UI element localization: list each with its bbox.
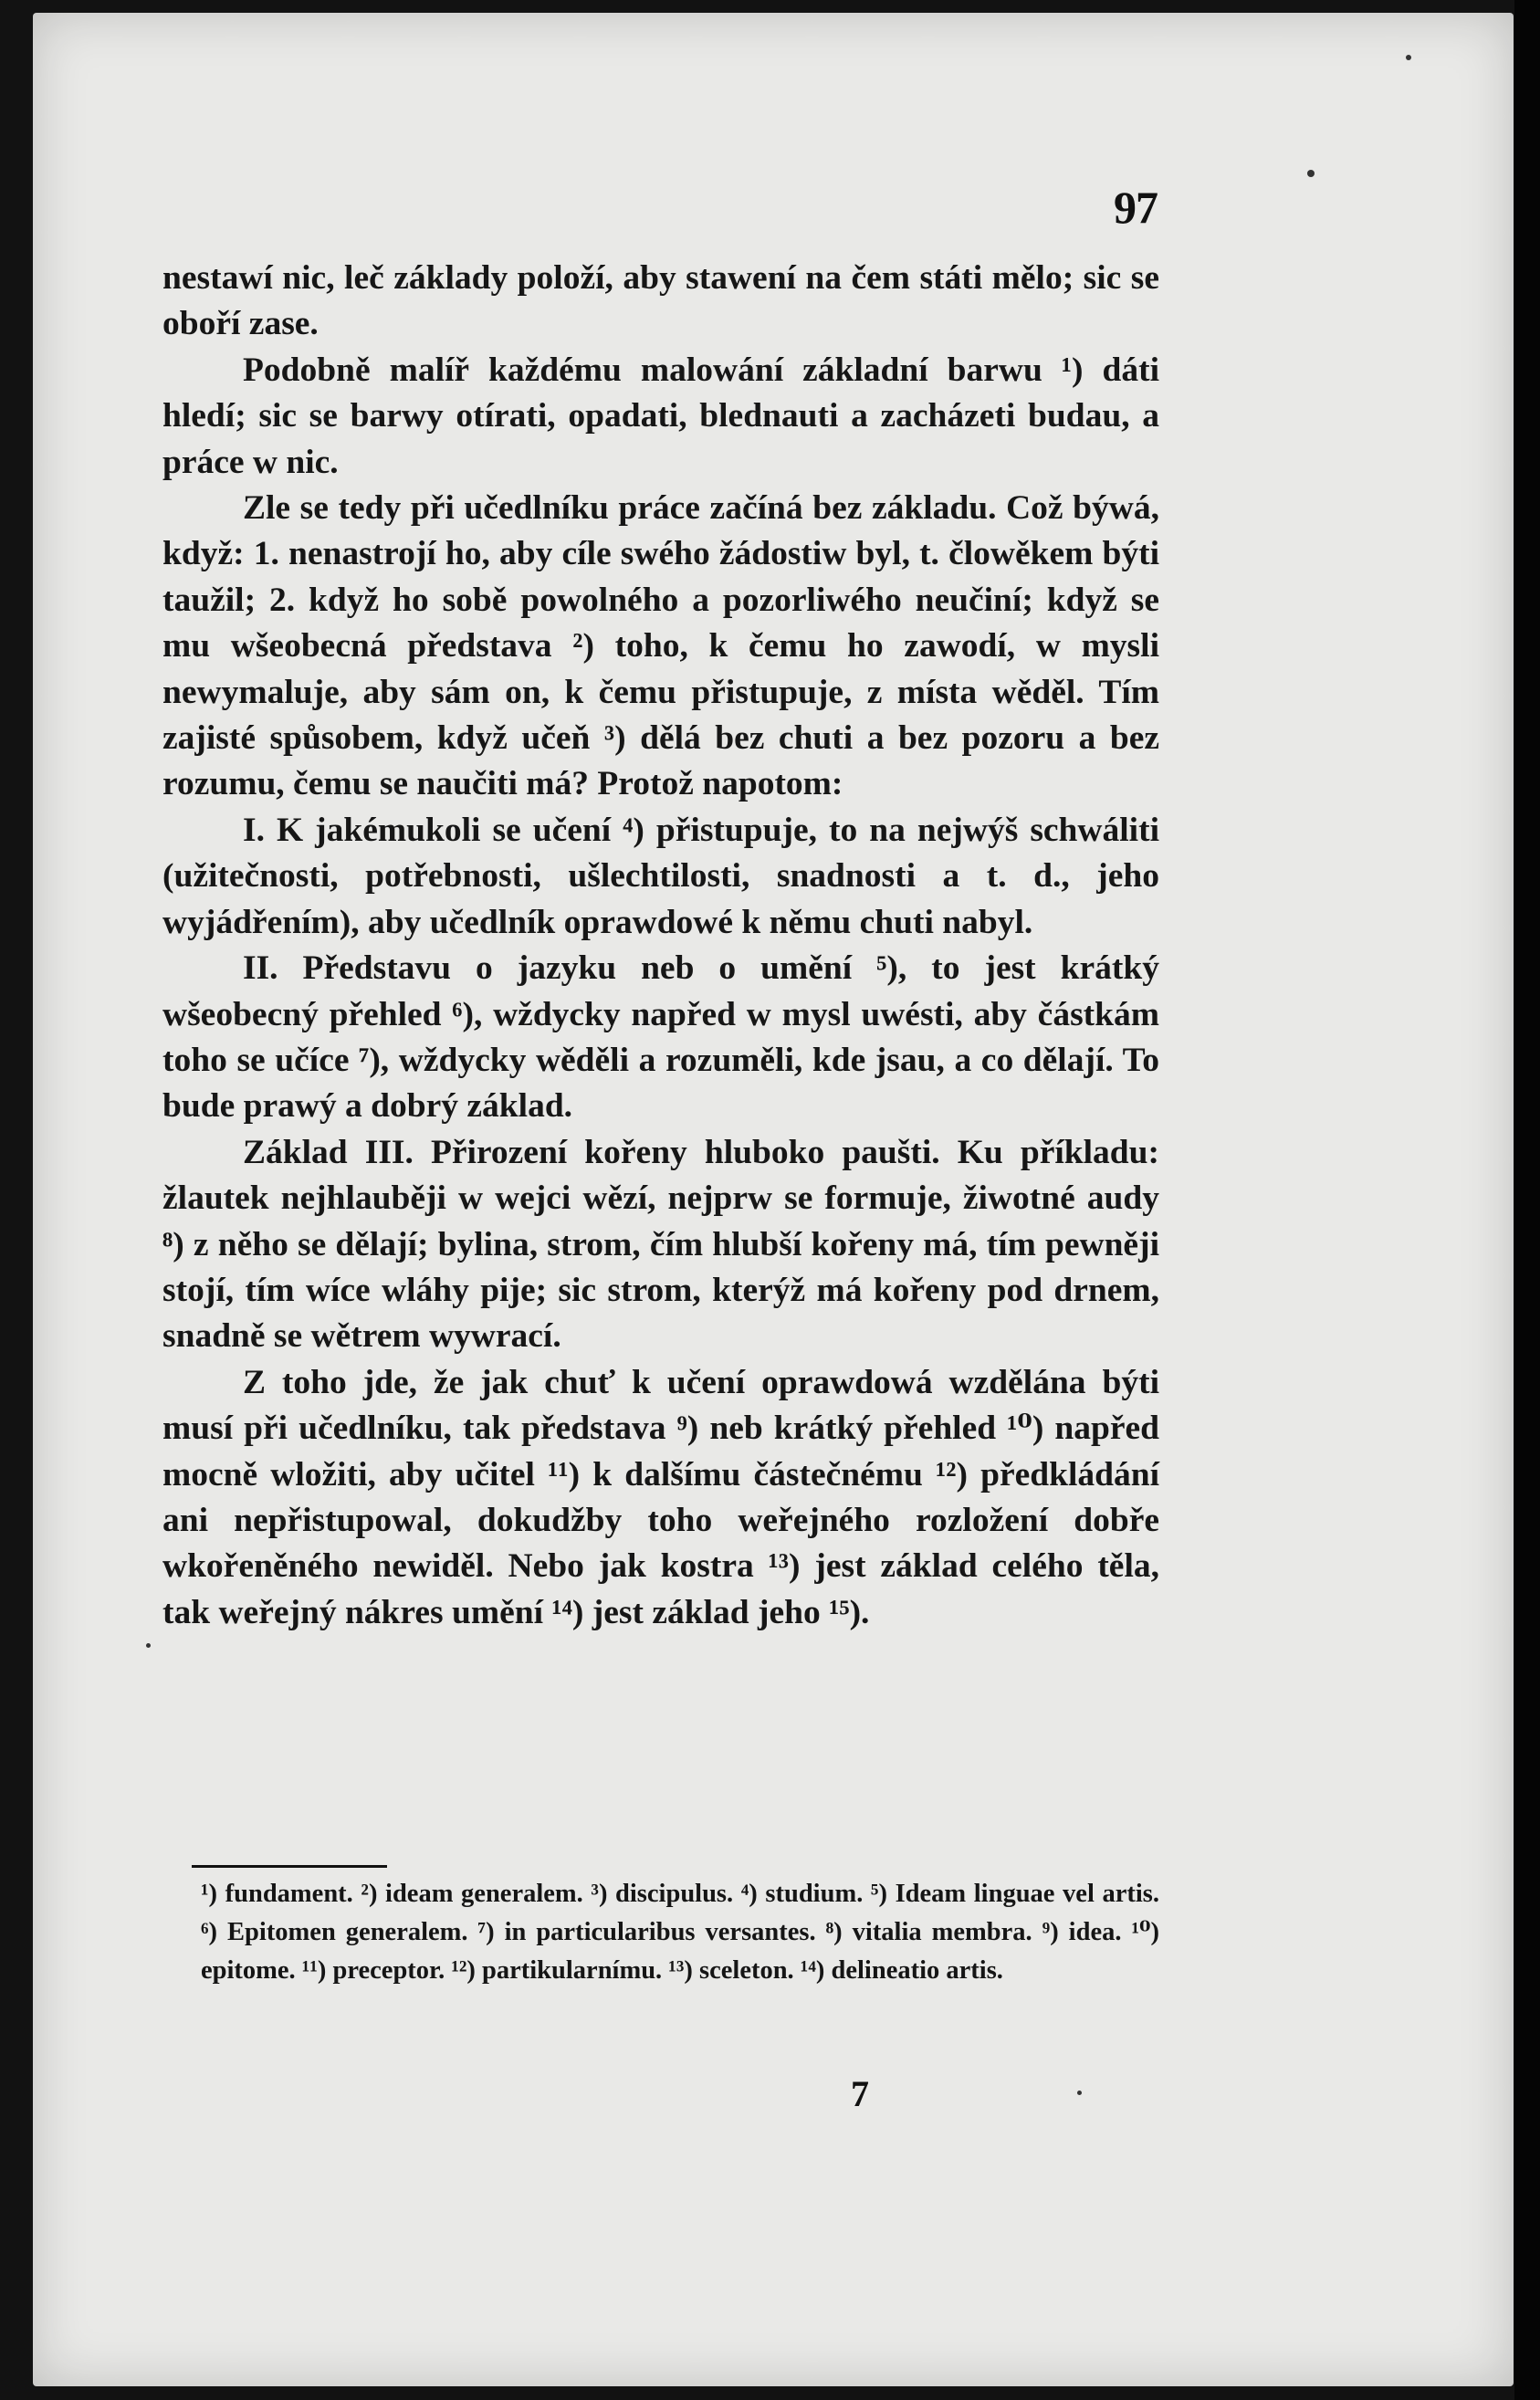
- paragraph-4: I. K jakémukoli se učení ⁴) přistupuje, to na nejwýš schwáliti (užitečnosti, potřebnosti, ušlechtilosti, snadnosti a t. d., jeho wyjádřením), aby učedlník oprawdowé k němu chuti nabyl.: [162, 811, 1159, 941]
- paper-speck: [1307, 170, 1315, 177]
- paper-speck: [146, 1643, 151, 1648]
- paragraph-2: Podobně malíř každému malowání základní barwu ¹) dáti hledí; sic se barwy otírati, opadati, blednauti a zacházeti budau, a práce w nic.: [162, 351, 1159, 481]
- scan-edge: [1514, 0, 1540, 2400]
- paragraph-5: II. Představu o jazyku neb o umění ⁵), to jest krátký wšeobecný přehled ⁶), wždycky napřed w mysl uwésti, aby částkám toho se učíce ⁷), wždycky wěděli a rozuměli, kde jsau, a co dělají. To bude prawý a dobrý základ.: [162, 949, 1159, 1126]
- page-number: 97: [1114, 182, 1158, 233]
- paper-speck: [1077, 2091, 1082, 2095]
- footnotes: ¹) fundament. ²) ideam generalem. ³) discipulus. ⁴) studium. ⁵) Ideam linguae vel artis. ⁶) Epitomen generalem. ⁷) in particularibus versantes. ⁸) vitalia membra. ⁹) idea. ¹⁰) epitome. ¹¹) preceptor. ¹²) partikularnímu. ¹³) sceleton. ¹⁴) delineatio artis.: [201, 1880, 1159, 1985]
- paragraph-7: Z toho jde, že jak chuť k učení oprawdowá wzdělána býti musí při učedlníku, tak představa ⁹) neb krátký přehled ¹⁰) napřed mocně wložiti, aby učitel ¹¹) k dalšímu částečnému ¹²) předkládání ani nepřistupowal, dokudžby toho weřejného rozložení dobře wkořeněného newiděl. Nebo jak kostra ¹³) jest základ celého těla, tak weřejný nákres umění ¹⁴) jest základ jeho ¹⁵).: [162, 1363, 1159, 1631]
- paper-speck: [1406, 55, 1411, 60]
- paragraph-1: nestawí nic, leč základy položí, aby stawení na čem státi mělo; sic se oboří zase.: [162, 259, 1159, 343]
- paragraph-3: Zle se tedy při učedlníku práce začíná bez základu. Což býwá, když: 1. nenastrojí ho, aby cíle swého žádostiw byl, t. člowěkem býti taužil; 2. když ho sobě powolného a pozorliwého neučiní; když se mu wšeobecná představa ²) toho, k čemu ho zawodí, w mysli newymaluje, aby sám on, k čemu přistupuje, z místa wěděl. Tím zajisté spůsobem, když učeň ³) dělá bez chuti a bez pozoru a bez rozumu, čemu se naučiti má? Protož napotom:: [162, 489, 1159, 803]
- signature-mark: 7: [851, 2073, 869, 2114]
- footnote-divider: [192, 1865, 387, 1868]
- paragraph-6: Základ III. Přirození kořeny hluboko paušti. Ku příkladu: žlautek nejhlauběji w wejci wězí, nejprw se formuje, žiwotné audy ⁸) z něho se dělají; bylina, strom, čím hlubší kořeny má, tím pewněji stojí, tím wíce wláhy pije; sic strom, kterýž má kořeny pod drnem, snadně se wětrem wywrací.: [162, 1133, 1159, 1356]
- page-body: [162, 256, 1159, 1636]
